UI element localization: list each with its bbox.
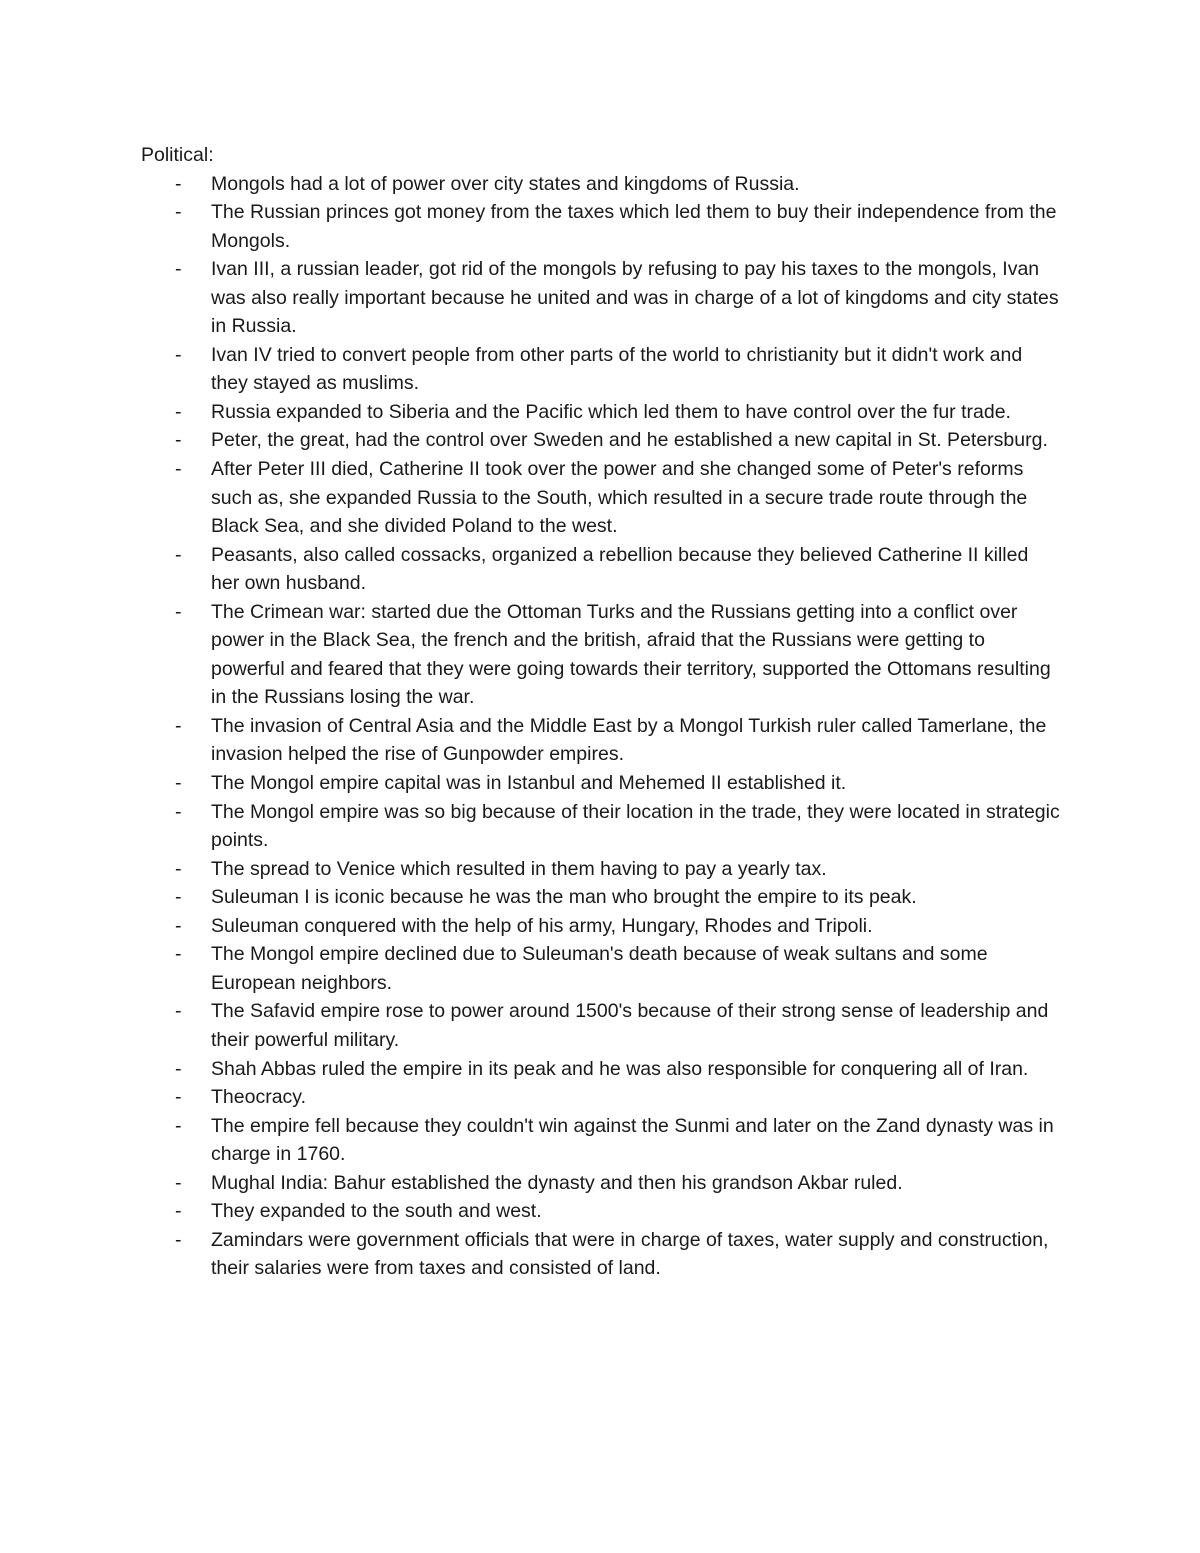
bullet-dash: - xyxy=(175,772,182,795)
list-item-text: The Mongol empire was so big because of their location in the trade, they were located in strategic points. xyxy=(211,800,1060,852)
bullet-dash: - xyxy=(175,458,182,481)
bullet-dash: - xyxy=(175,1200,182,1223)
bullet-dash: - xyxy=(175,429,182,452)
bullet-list xyxy=(141,170,1061,1283)
bullet-dash: - xyxy=(175,886,182,909)
list-item-text: After Peter III died, Catherine II took over the power and she changed some of Peter's reforms such as, she expanded Russia to the South, which resulted in a secure trade route through the Black Sea, and she divided Poland to the west. xyxy=(211,458,1028,538)
list-item-text: Peter, the great, had the control over Sweden and he established a new capital in St. Petersburg. xyxy=(211,429,1048,452)
list-item xyxy=(141,1112,1061,1169)
list-item-text: Russia expanded to Siberia and the Pacific which led them to have control over the fur trade. xyxy=(211,400,1011,423)
list-item xyxy=(141,1055,1061,1084)
document-body xyxy=(141,141,1061,1283)
list-item-text: The invasion of Central Asia and the Middle East by a Mongol Turkish ruler called Tamerlane, the invasion helped the rise of Gunpowder empires. xyxy=(211,714,1047,766)
list-item-text: The Mongol empire declined due to Suleuman's death because of weak sultans and some European neighbors. xyxy=(211,943,988,994)
list-item-text: Ivan IV tried to convert people from other parts of the world to christianity but it didn't work and they stayed as muslims. xyxy=(211,343,1023,395)
list-item xyxy=(141,598,1061,712)
list-item xyxy=(141,398,1061,427)
bullet-dash: - xyxy=(175,600,182,623)
bullet-dash: - xyxy=(175,1171,182,1194)
list-item xyxy=(141,455,1061,541)
list-item xyxy=(141,198,1061,255)
list-item xyxy=(141,1083,1061,1112)
list-item xyxy=(141,912,1061,941)
list-item-text: The Crimean war: started due the Ottoman Turks and the Russians getting into a conflict over power in the Black Sea, the french and the british, afraid that the Russians were getting to powerful and feared that they were going towards their territory, supported the Ottomans resulting in the Russians losing the war. xyxy=(211,600,1051,709)
list-item xyxy=(141,255,1061,341)
list-item-text: The Russian princes got money from the taxes which led them to buy their independence from the Mongols. xyxy=(211,201,1057,252)
list-item-text: The Safavid empire rose to power around 1500's because of their strong sense of leadership and their powerful military. xyxy=(211,1000,1049,1051)
list-item xyxy=(141,1169,1061,1198)
bullet-dash: - xyxy=(175,258,182,281)
list-item-text: Ivan III, a russian leader, got rid of the mongols by refusing to pay his taxes to the mongols, Ivan was also really important because he united and was in charge of a lot of kingdoms and city states in Russia. xyxy=(211,258,1059,338)
bullet-dash: - xyxy=(175,1228,182,1251)
bullet-dash: - xyxy=(175,1086,182,1109)
list-item xyxy=(141,1197,1061,1226)
list-item xyxy=(141,1226,1061,1283)
list-item-text: The empire fell because they couldn't win against the Sunmi and later on the Zand dynasty was in charge in 1760. xyxy=(211,1114,1054,1166)
bullet-dash: - xyxy=(175,201,182,224)
list-item-text: Suleuman conquered with the help of his army, Hungary, Rhodes and Tripoli. xyxy=(211,914,873,937)
list-item xyxy=(141,341,1061,398)
bullet-dash: - xyxy=(175,1057,182,1080)
list-item-text: The Mongol empire capital was in Istanbul and Mehemed II established it. xyxy=(211,772,847,795)
bullet-dash: - xyxy=(175,800,182,823)
list-item xyxy=(141,855,1061,884)
list-item-text: Suleuman I is iconic because he was the man who brought the empire to its peak. xyxy=(211,886,917,909)
section-heading: Political: xyxy=(141,144,214,166)
bullet-dash: - xyxy=(175,1114,182,1137)
bullet-dash: - xyxy=(175,714,182,737)
bullet-dash: - xyxy=(175,172,182,195)
list-item-text: Mughal India: Bahur established the dynasty and then his grandson Akbar ruled. xyxy=(211,1171,903,1194)
list-item xyxy=(141,940,1061,997)
bullet-dash: - xyxy=(175,943,182,966)
list-item xyxy=(141,997,1061,1054)
list-item xyxy=(141,170,1061,199)
list-item xyxy=(141,883,1061,912)
bullet-dash: - xyxy=(175,914,182,937)
list-item xyxy=(141,712,1061,769)
list-item-text: The spread to Venice which resulted in them having to pay a yearly tax. xyxy=(211,857,827,880)
bullet-dash: - xyxy=(175,400,182,423)
list-item xyxy=(141,541,1061,598)
list-item-text: Theocracy. xyxy=(211,1086,307,1109)
bullet-dash: - xyxy=(175,343,182,366)
list-item-text: Shah Abbas ruled the empire in its peak and he was also responsible for conquering all of Iran. xyxy=(211,1057,1029,1080)
list-item xyxy=(141,769,1061,798)
bullet-dash: - xyxy=(175,543,182,566)
bullet-dash: - xyxy=(175,1000,182,1023)
list-item-text: Mongols had a lot of power over city states and kingdoms of Russia. xyxy=(211,172,800,195)
list-item-text: They expanded to the south and west. xyxy=(211,1200,542,1223)
bullet-dash: - xyxy=(175,857,182,880)
list-item-text: Zamindars were government officials that were in charge of taxes, water supply and construction, their salaries were from taxes and consisted of land. xyxy=(211,1228,1049,1280)
list-item xyxy=(141,426,1061,455)
list-item xyxy=(141,798,1061,855)
list-item-text: Peasants, also called cossacks, organized a rebellion because they believed Catherine II killed her own husband. xyxy=(211,543,1029,595)
